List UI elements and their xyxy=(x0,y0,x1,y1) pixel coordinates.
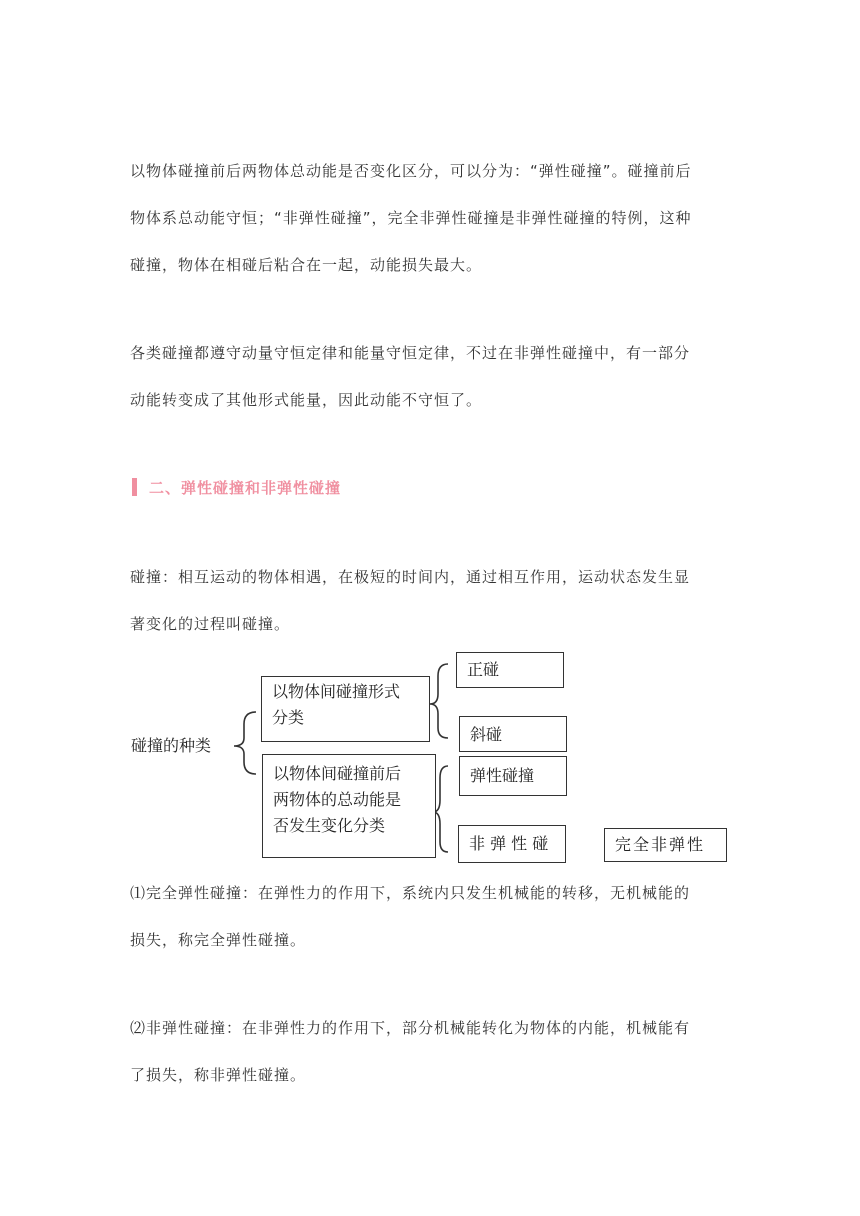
paragraph-perfectly-elastic xyxy=(130,870,730,964)
text-line: 各类碰撞都遵守动量守恒定律和能量守恒定律，不过在非弹性碰撞中，有一部分 xyxy=(130,344,691,362)
group2-line: 否发生变化分类 xyxy=(273,816,386,835)
text-line: 著变化的过程叫碰撞。 xyxy=(130,615,291,633)
leaf-completely-inelastic: 完全非弹性 xyxy=(604,828,727,862)
root-brace-icon xyxy=(234,712,256,774)
group2-line: 两物体的总动能是 xyxy=(273,790,402,809)
leaf-oblique-collision: 斜碰 xyxy=(459,716,567,752)
leaf-inelastic-collision: 非 弹 性 碰 xyxy=(458,825,566,863)
group1-line: 分类 xyxy=(272,708,305,727)
leaf-head-on-collision: 正碰 xyxy=(456,652,564,688)
text-line: 了损失，称非弹性碰撞。 xyxy=(130,1066,307,1084)
group1-line: 以物体间碰撞形式 xyxy=(272,682,401,701)
text-line: 以物体碰撞前后两物体总动能是否变化区分，可以分为：“弹性碰撞”。碰撞前后 xyxy=(130,162,692,180)
group1-brace-icon xyxy=(430,664,448,738)
paragraph-inelastic xyxy=(130,1005,730,1099)
text-line: 损失，称完全弹性碰撞。 xyxy=(130,931,307,949)
text-line: 碰撞，物体在相碰后粘合在一起，动能损失最大。 xyxy=(130,256,483,274)
diagram-root-label: 碰撞的种类 xyxy=(131,736,212,755)
text-line: ⑴完全弹性碰撞：在弹性力的作用下，系统内只发生机械能的转移，无机械能的 xyxy=(130,884,691,902)
text-line: 物体系总动能守恒；“非弹性碰撞”，完全非弹性碰撞是非弹性碰撞的特例，这种 xyxy=(130,209,692,227)
group1-box xyxy=(261,676,430,742)
text-line: 碰撞：相互运动的物体相遇，在极短的时间内，通过相互作用，运动状态发生显 xyxy=(130,568,691,586)
leaf-elastic-collision: 弹性碰撞 xyxy=(459,756,567,796)
group2-line: 以物体间碰撞前后 xyxy=(273,764,402,783)
section-heading-text: 二、弹性碰撞和非弹性碰撞 xyxy=(149,478,342,497)
text-line: 动能转变成了其他形式能量，因此动能不守恒了。 xyxy=(130,391,483,409)
text-line: ⑵非弹性碰撞：在非弹性力的作用下，部分机械能转化为物体的内能，机械能有 xyxy=(130,1019,691,1037)
group2-box xyxy=(262,754,436,858)
